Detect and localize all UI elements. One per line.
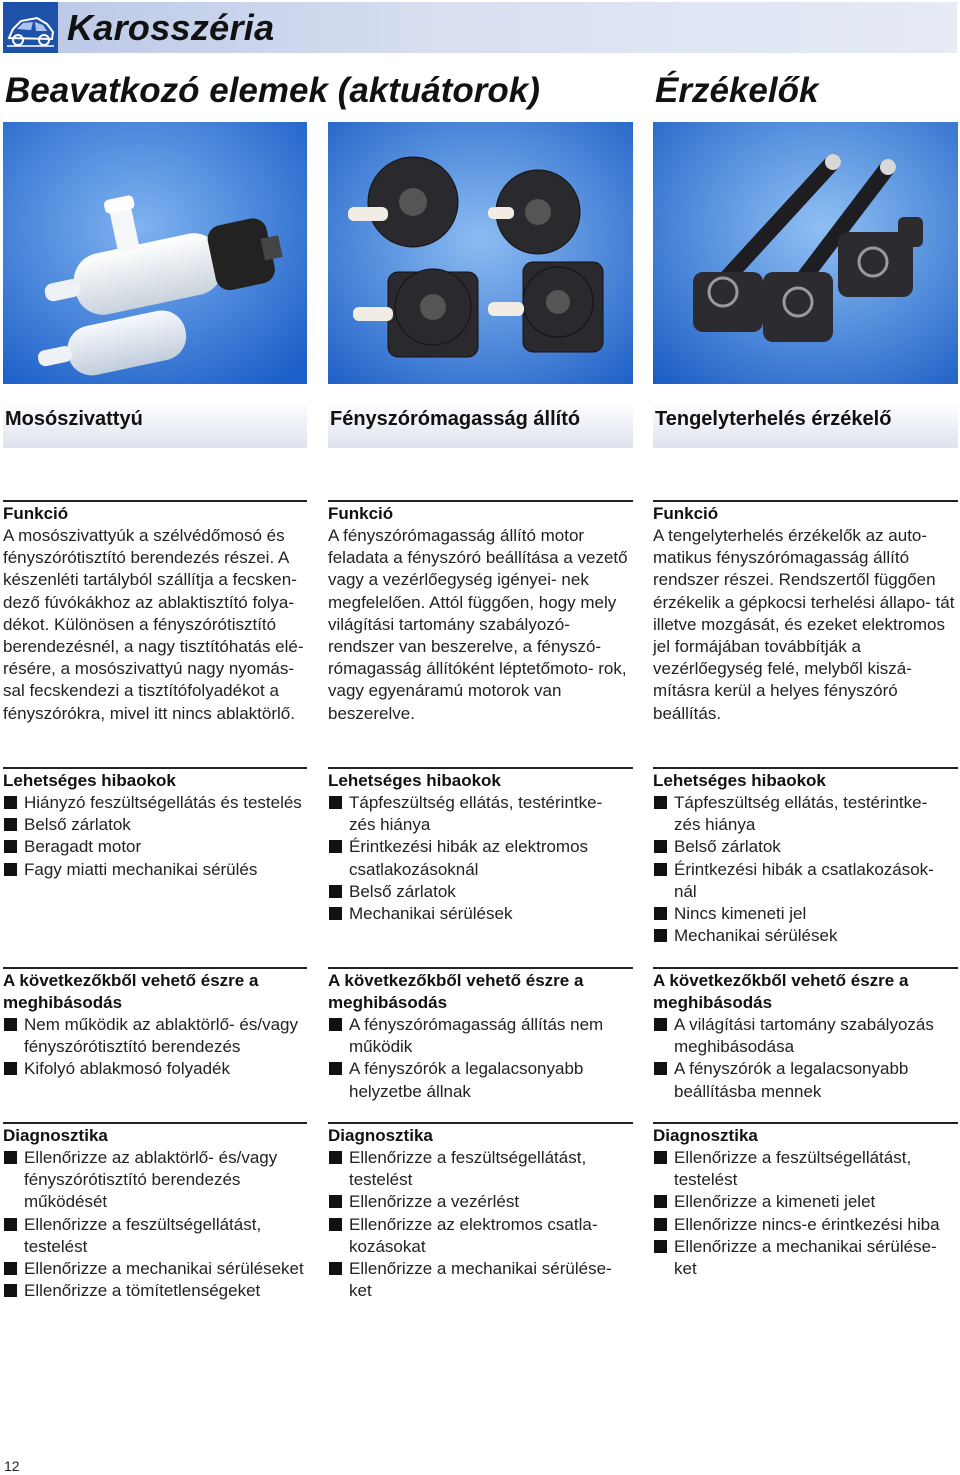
bullet-square-icon (4, 1284, 17, 1297)
list-item: Beragadt motor (3, 836, 307, 858)
symptoms-title: A következőkből vehető észre a meghibásodás (653, 971, 909, 1012)
function-text: A mosószivattyúk a szélvédőmosó és fényszórótisztító berendezés részei. A készenléti tartályból szállítja a fecsken- dező fúvókákhoz az ablaktisztító folya- dékot. Különösen a fényszórótisztító berendezésnél, a nagy tisztítóhatás elé- résére, a mosószivattyú nagy nyomás- sal fecskendezi a tisztítófolyadékot a fényszórókra, mivel itt nincs ablaktörlő. (3, 526, 304, 723)
function-block (3, 500, 307, 725)
bullet-square-icon (329, 1195, 342, 1208)
diagnostics-title: Diagnosztika (328, 1126, 433, 1145)
list-item: Ellenőrizze a kimeneti jelet (653, 1191, 958, 1213)
bullet-square-icon (654, 840, 667, 853)
washer-pump-photo (3, 122, 307, 384)
list-item: A fényszórók a legalacsonyabb helyzetbe állnak (328, 1058, 633, 1102)
faults-title: Lehetséges hibaokok (3, 771, 176, 790)
bullet-square-icon (654, 929, 667, 942)
list-item: Érintkezési hibák a csatlakozások- nál (653, 859, 958, 903)
bullet-square-icon (4, 1018, 17, 1031)
diagnostics-block (3, 1122, 307, 1302)
list-item: A fényszórómagasság állítás nem működik (328, 1014, 633, 1058)
list-item: Belső zárlatok (653, 836, 958, 858)
bullet-square-icon (329, 1218, 342, 1231)
column-heading: Tengelyterhelés érzékelő (653, 402, 958, 448)
page-title: Karosszéria (67, 7, 275, 48)
symptoms-block (328, 967, 633, 1103)
faults-block (653, 767, 958, 947)
list-item: Ellenőrizze a mechanikai sérülése- ket (653, 1236, 958, 1280)
bullet-square-icon (329, 907, 342, 920)
diagnostics-title: Diagnosztika (653, 1126, 758, 1145)
page-number: 12 (4, 1458, 20, 1474)
list-item: Ellenőrizze a mechanikai sérülése- ket (328, 1258, 633, 1302)
faults-title: Lehetséges hibaokok (328, 771, 501, 790)
bullet-square-icon (654, 1062, 667, 1075)
bullet-square-icon (4, 1262, 17, 1275)
list-item: Ellenőrizze az elektromos csatla- kozásokat (328, 1214, 633, 1258)
bullet-square-icon (329, 1262, 342, 1275)
list-item: Ellenőrizze nincs-e érintkezési hiba (653, 1214, 958, 1236)
section-title-sensors: Érzékelők (655, 71, 819, 110)
list-item: Mechanikai sérülések (328, 903, 633, 925)
bullet-square-icon (329, 840, 342, 853)
list-item: Ellenőrizze a vezérlést (328, 1191, 633, 1213)
column-heading: Mosószivattyú (3, 402, 307, 448)
bullet-square-icon (654, 1218, 667, 1231)
list-item: Belső zárlatok (328, 881, 633, 903)
bullet-square-icon (4, 796, 17, 809)
function-block (328, 500, 633, 725)
faults-title: Lehetséges hibaokok (653, 771, 826, 790)
bullet-square-icon (654, 1195, 667, 1208)
bullet-square-icon (654, 1018, 667, 1031)
list-item: Ellenőrizze a feszültségellátást, testelést (328, 1147, 633, 1191)
diagnostics-title: Diagnosztika (3, 1126, 108, 1145)
list-item: A világítási tartomány szabályozás meghibásodása (653, 1014, 958, 1058)
faults-block (328, 767, 633, 925)
list-item: Tápfeszültség ellátás, testérintke- zés hiánya (653, 792, 958, 836)
diagnostics-block (653, 1122, 958, 1280)
function-text: A fényszórómagasság állító motor feladata a fényszóró beállítása a vezető vagy a vezérlőegység igényei- nek megfelelően. Attól függően, hogy mely világítási tartomány szabályozó- rendszer van beszerelve, a fényszó- rómagasság állítóként léptetőmoto- rok, vagy egyenáramú motorok van beszerelve. (328, 526, 628, 723)
headlight-level-actuator-photo (328, 122, 633, 384)
bullet-square-icon (4, 863, 17, 876)
bullet-square-icon (654, 1151, 667, 1164)
function-text: A tengelyterhelés érzékelők az auto- matikus fényszórómagasság állító rendszer részei. Rendszertől függően érzékelik a gépkocsi terhelési állapo- tát illetve mozgását, és ezeket elektromos jel formájában továbbítják a vezérlőegység felé, melyből kiszá- mításra kerül a helyes fényszóró beállítás. (653, 526, 955, 723)
symptoms-title: A következőkből vehető észre a meghibásodás (3, 971, 259, 1012)
list-item: Érintkezési hibák az elektromos csatlakozásoknál (328, 836, 633, 880)
list-item: Nincs kimeneti jel (653, 903, 958, 925)
list-item: Ellenőrizze az ablaktörlő- és/vagy fényszórótisztító berendezés működését (3, 1147, 307, 1214)
function-title: Funkció (328, 504, 394, 523)
bullet-square-icon (654, 1240, 667, 1253)
list-item: Tápfeszültség ellátás, testérintke- zés hiánya (328, 792, 633, 836)
bullet-square-icon (4, 1062, 17, 1075)
bullet-square-icon (4, 818, 17, 831)
list-item: Nem működik az ablaktörlő- és/vagy fényszórótisztító berendezés (3, 1014, 307, 1058)
list-item: Kifolyó ablakmosó folyadék (3, 1058, 307, 1080)
list-item: Fagy miatti mechanikai sérülés (3, 859, 307, 881)
list-item: Hiányzó feszültségellátás és testelés (3, 792, 307, 814)
list-item: Ellenőrizze a mechanikai sérüléseket (3, 1258, 307, 1280)
bullet-square-icon (329, 1062, 342, 1075)
column-washer-pump (3, 402, 307, 1301)
header-bar (3, 2, 957, 53)
symptoms-block (653, 967, 958, 1103)
bullet-square-icon (654, 907, 667, 920)
axle-load-sensor-photo (653, 122, 958, 384)
bullet-square-icon (654, 796, 667, 809)
function-block (653, 500, 958, 725)
symptoms-block (3, 967, 307, 1081)
list-item: Ellenőrizze a tömítetlenségeket (3, 1280, 307, 1302)
list-item: A fényszórók a legalacsonyabb beállításba mennek (653, 1058, 958, 1102)
function-title: Funkció (3, 504, 69, 523)
list-item: Mechanikai sérülések (653, 925, 958, 947)
diagnostics-block (328, 1122, 633, 1302)
bullet-square-icon (4, 1218, 17, 1231)
bullet-square-icon (329, 1151, 342, 1164)
section-title-actuators: Beavatkozó elemek (aktuátorok) (5, 71, 540, 110)
column-headlight-actuator (328, 402, 633, 1301)
bullet-square-icon (4, 840, 17, 853)
bullet-square-icon (329, 885, 342, 898)
symptoms-title: A következőkből vehető észre a meghibásodás (328, 971, 584, 1012)
column-heading: Fényszórómagasság állító (328, 402, 633, 448)
list-item: Ellenőrizze a feszültségellátást, testelést (3, 1214, 307, 1258)
bullet-square-icon (654, 863, 667, 876)
bullet-square-icon (329, 1018, 342, 1031)
column-axle-load-sensor (653, 402, 958, 1279)
bullet-square-icon (4, 1151, 17, 1164)
bullet-square-icon (329, 796, 342, 809)
list-item: Ellenőrizze a feszültségellátást, testelést (653, 1147, 958, 1191)
car-body-icon (3, 2, 58, 53)
faults-block (3, 767, 307, 881)
list-item: Belső zárlatok (3, 814, 307, 836)
function-title: Funkció (653, 504, 719, 523)
